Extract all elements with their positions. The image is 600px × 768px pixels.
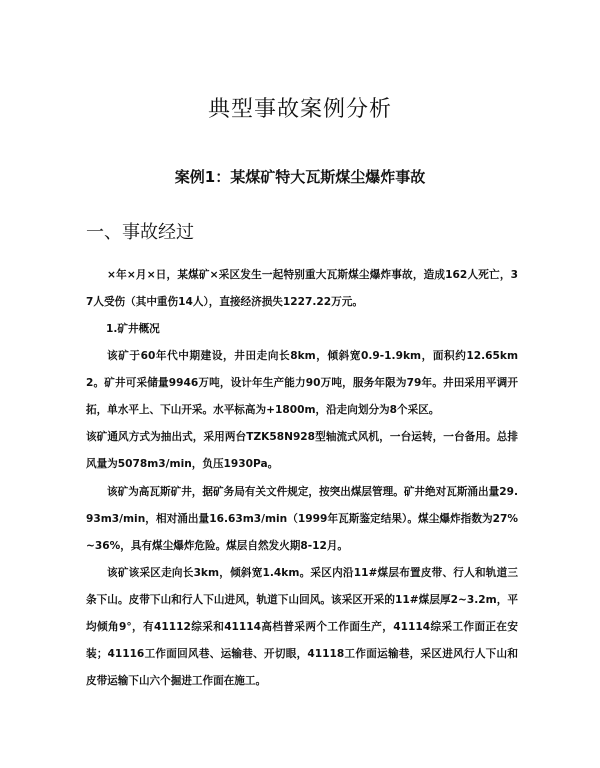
section-heading: 一、事故经过 bbox=[86, 222, 194, 243]
paragraph-district: 该矿该采区走向长3km，倾斜宽1.4km。采区内沿11#煤层布置皮带、行人和轨道三条下山。皮带下山和行人下山进风，轨道下山回风。该采区开采的11#煤层厚2~3.2m，平均倾角9°，有41112综采和41114高档普采两个工作面生产，41114综采工作面正在安装；41116工作面回风巷、运输巷、开切眼，41118工作面运输巷，采区进风行人下山和皮带运输下山六个掘进工作面在施工。 bbox=[86, 567, 518, 687]
document-title: 典型事故案例分析 bbox=[207, 97, 392, 122]
paragraph-intro: ×年×月×日，某煤矿×采区发生一起特别重大瓦斯煤尘爆炸事故，造成162人死亡，37人受伤（其中重伤14人），直接经济损失1227.22万元。 bbox=[86, 269, 518, 308]
subheading-mine-overview: 1.矿井概况 bbox=[106, 323, 160, 335]
paragraph-ventilation: 该矿通风方式为抽出式，采用两台TZK58N928型轴流式风机，一台运转，一台备用。总排风量为5078m3/min，负压1930Pa。 bbox=[86, 431, 518, 470]
paragraph-gas: 该矿为高瓦斯矿井，据矿务局有关文件规定，按突出煤层管理。矿井绝对瓦斯涌出量29.93m3/min，相对涌出量16.63m3/min（1999年瓦斯鉴定结果）。煤尘爆炸指数为27%~36%，具有煤尘爆炸危险。煤层自然发火期8-12月。 bbox=[86, 486, 518, 552]
paragraph-overview: 该矿于60年代中期建设，井田走向长8km，倾斜宽0.9-1.9km，面积约12.65km2。矿井可采储量9946万吨，设计年生产能力90万吨，服务年限为79年。井田采用平调开拓，单水平上、下山开采。水平标高为+1800m，沿走向划分为8个采区。 bbox=[86, 350, 518, 416]
case-title: 案例1：某煤矿特大瓦斯煤尘爆炸事故 bbox=[174, 168, 426, 186]
